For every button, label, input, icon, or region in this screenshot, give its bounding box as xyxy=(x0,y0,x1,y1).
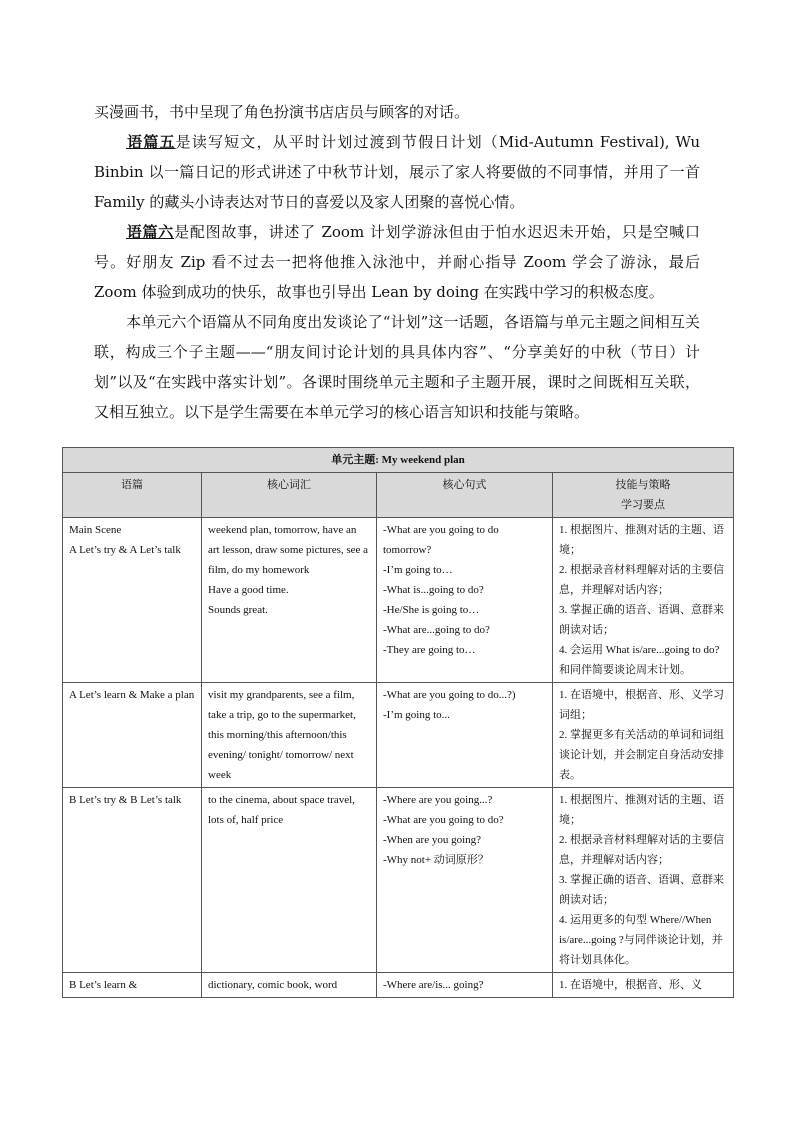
cell-line: -What are you going to do tomorrow? xyxy=(383,524,499,556)
paragraph-4-text: 本单元六个语篇从不同角度出发谈论了“计划”这一话题，各语篇与单元主题之间相互关联，构成三个子主题——“朋友间讨论计划的具具体内容”、“分享美好的中秋（节日）计划”以及“在实践中落实计划”。各课时围绕单元主题和子主题开展，课时之间既相互关联，又相互独立。以下是学生需要在本单元学习的核心语言知识和技能与策略。 xyxy=(94,313,700,421)
cell-line: Main Scene xyxy=(69,524,122,536)
cell-line: -What are...going to do? xyxy=(383,624,490,636)
cell-sentences xyxy=(377,518,553,683)
cell-line: -I’m going to... xyxy=(383,709,450,721)
cell-line: -Why not+ 动词原形？ xyxy=(383,854,489,866)
cell-line: -I’m going to… xyxy=(383,564,453,576)
cell-text xyxy=(63,518,202,683)
cell-line: -Where are/is... going? xyxy=(383,979,484,991)
cell-line: 1. 根据图片、推测对话的主题、语境； xyxy=(559,524,724,556)
paragraph-2-title: 语篇五 xyxy=(126,133,176,151)
cell-text xyxy=(63,973,202,998)
cell-skills xyxy=(553,788,734,973)
cell-line: 3. 掌握正确的语音、语调、意群来朗读对话； xyxy=(559,874,724,906)
cell-vocab xyxy=(202,973,377,998)
header-sentences: 核心句式 xyxy=(377,473,553,518)
table-row xyxy=(63,973,734,998)
cell-text xyxy=(63,788,202,973)
cell-skills xyxy=(553,973,734,998)
cell-line: Have a good time. xyxy=(208,584,289,596)
cell-vocab xyxy=(202,683,377,788)
cell-line: A Let’s learn & Make a plan xyxy=(69,689,195,701)
cell-line: B Let’s learn & xyxy=(69,979,138,991)
cell-text xyxy=(63,683,202,788)
paragraph-1 xyxy=(94,97,700,127)
cell-line: 4. 会运用 What is/are...going to do?和同伴简要谈论周末计划。 xyxy=(559,644,720,676)
header-vocab: 核心词汇 xyxy=(202,473,377,518)
table-row xyxy=(63,518,734,683)
header-skills xyxy=(553,473,734,518)
cell-line: 1. 根据图片、推测对话的主题、语境； xyxy=(559,794,724,826)
cell-vocab xyxy=(202,788,377,973)
cell-line: 2. 根据录音材料理解对话的主要信息，并理解对话内容； xyxy=(559,564,724,596)
header-row xyxy=(63,473,734,518)
cell-skills xyxy=(553,518,734,683)
paragraph-4 xyxy=(94,307,700,427)
cell-line: dictionary, comic book, word xyxy=(208,979,338,991)
theme-row xyxy=(63,448,734,473)
table-body xyxy=(63,518,734,998)
cell-line: -They are going to… xyxy=(383,644,476,656)
cell-vocab xyxy=(202,518,377,683)
cell-line: -He/She is going to… xyxy=(383,604,480,616)
cell-line: 4. 运用更多的句型 Where//When is/are...going ?与同伴谈论计划，并将计划具体化。 xyxy=(559,914,723,966)
paragraph-3-title: 语篇六 xyxy=(126,223,175,241)
cell-line: to the cinema, about space travel, lots of, half price xyxy=(208,794,355,826)
cell-line: 2. 掌握更多有关活动的单词和词组谈论计划，并会制定自身活动安排表。 xyxy=(559,729,724,781)
cell-sentences xyxy=(377,788,553,973)
cell-line: -What are you going to do? xyxy=(383,814,504,826)
paragraph-3 xyxy=(94,217,700,307)
paragraph-2 xyxy=(94,127,700,217)
cell-line: visit my grandparents, see a film, take a trip, go to the supermarket, this morning/this afternoon/this evening/ tonight/ tomorrow/ next week xyxy=(208,689,356,781)
paragraph-3-text: 是配图故事，讲述了 Zoom 计划学游泳但由于怕水迟迟未开始，只是空喊口号。好朋友 Zip 看不过去一把将他推入泳池中，并耐心指导 Zoom 学会了游泳，最后 Zoom 体验到成功的快乐，故事也引导出 Lean by doing 在实践中学习的积极态度。 xyxy=(94,223,700,301)
cell-line: 1. 在语境中，根据音、形、义 xyxy=(559,979,702,991)
paragraph-1-text: 买漫画书，书中呈现了角色扮演书店店员与顾客的对话。 xyxy=(94,103,470,121)
unit-plan-table xyxy=(62,447,734,998)
cell-sentences xyxy=(377,973,553,998)
cell-line: -When are you going? xyxy=(383,834,482,846)
table-row xyxy=(63,788,734,973)
cell-line: A Let’s try & A Let’s talk xyxy=(69,544,181,556)
cell-line: -What are you going to do...?) xyxy=(383,689,516,701)
cell-line: weekend plan, tomorrow, have an art lesson, draw some pictures, see a film, do my homework xyxy=(208,524,369,576)
cell-line: B Let’s try & B Let’s talk xyxy=(69,794,182,806)
header-skills-sub: 学习要点 xyxy=(621,499,666,511)
table-row xyxy=(63,683,734,788)
cell-skills xyxy=(553,683,734,788)
unit-theme: 单元主题: My weekend plan xyxy=(63,448,734,473)
cell-sentences xyxy=(377,683,553,788)
paragraph-2-text: 是读写短文，从平时计划过渡到节假日计划（Mid-Autumn Festival), Wu Binbin 以一篇日记的形式讲述了中秋节计划，展示了家人将要做的不同事情，并用了一首 Family 的藏头小诗表达对节日的喜爱以及家人团聚的喜悦心情。 xyxy=(94,133,700,211)
cell-line: 1. 在语境中，根据音、形、义学习词组； xyxy=(559,689,724,721)
cell-line: -What is...going to do? xyxy=(383,584,484,596)
cell-line: Sounds great. xyxy=(208,604,268,616)
cell-line: 3. 掌握正确的语音、语调、意群来朗读对话； xyxy=(559,604,724,636)
cell-line: -Where are you going...? xyxy=(383,794,493,806)
header-text: 语篇 xyxy=(63,473,202,518)
header-skills-label: 技能与策略 xyxy=(615,479,671,491)
cell-line: 2. 根据录音材料理解对话的主要信息，并理解对话内容； xyxy=(559,834,724,866)
